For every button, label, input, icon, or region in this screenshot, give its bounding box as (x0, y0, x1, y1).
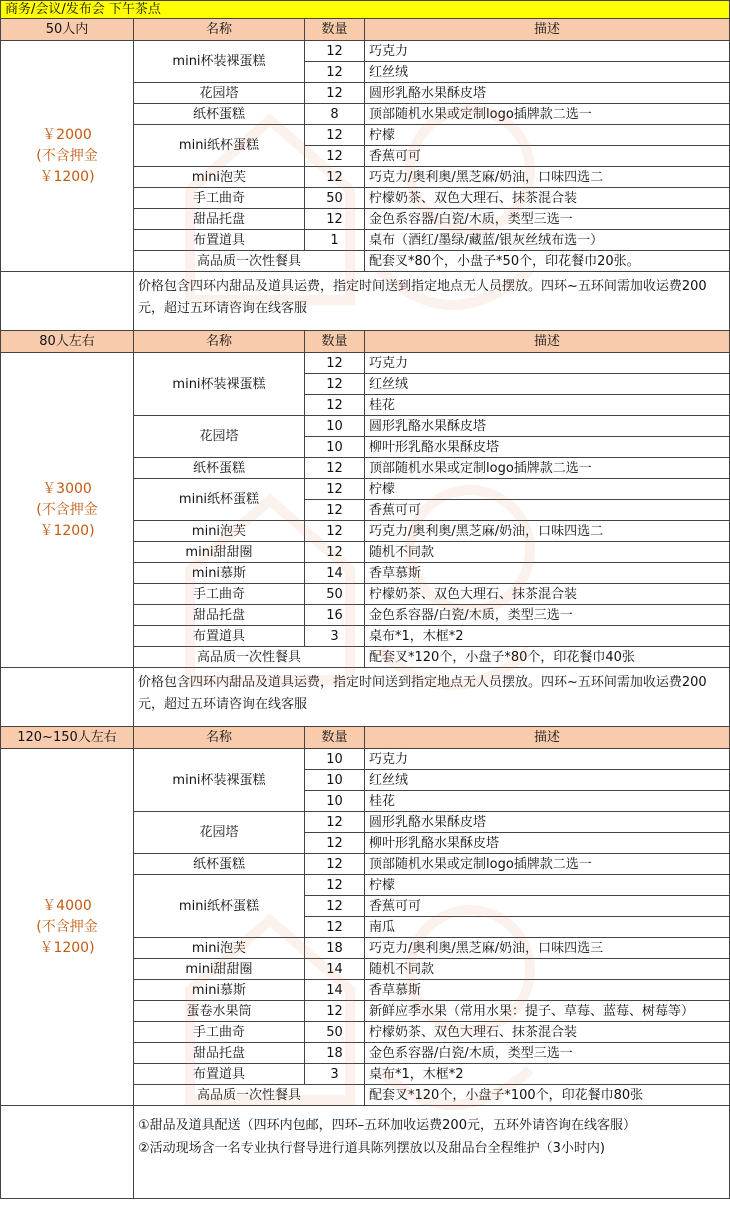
item-name: mini泡芙 (134, 938, 305, 959)
deposit-note: ￥1200) (39, 522, 95, 539)
item-name: mini杯装裸蛋糕 (134, 353, 305, 416)
item-desc: 红丝绒 (365, 374, 730, 395)
sheet-title: 商务/会议/发布会 下午茶点 (1, 1, 730, 19)
tableware-name: 高品质一次性餐具 (134, 1085, 365, 1106)
item-row (1, 353, 730, 374)
column-header-qty: 数量 (305, 331, 365, 353)
item-desc: 柠檬奶茶、双色大理石、抹茶混合装 (365, 584, 730, 605)
item-name: 甜品托盘 (134, 209, 305, 230)
item-desc: 柠檬奶茶、双色大理石、抹茶混合装 (365, 188, 730, 209)
item-desc: 柠檬 (365, 875, 730, 896)
item-qty: 12 (305, 209, 365, 230)
item-qty: 12 (305, 458, 365, 479)
item-desc: 柳叶形乳酪水果酥皮塔 (365, 437, 730, 458)
tier-header-row (1, 19, 730, 41)
tableware-desc: 配套叉*120个，小盘子*100个，印花餐巾80张 (365, 1085, 730, 1106)
item-qty: 50 (305, 1022, 365, 1043)
tier-header-row (1, 331, 730, 353)
item-desc: 香蕉可可 (365, 896, 730, 917)
item-qty: 12 (305, 353, 365, 374)
item-desc: 巧克力 (365, 41, 730, 62)
column-header-qty: 数量 (305, 727, 365, 749)
item-name: mini杯装裸蛋糕 (134, 749, 305, 812)
item-qty: 12 (305, 896, 365, 917)
item-desc: 巧克力/奥利奥/黑芝麻/奶油，口味四选二 (365, 167, 730, 188)
item-desc: 香草慕斯 (365, 563, 730, 584)
item-name: 手工曲奇 (134, 1022, 305, 1043)
item-desc: 桌布*1，木框*2 (365, 626, 730, 647)
item-desc: 红丝绒 (365, 770, 730, 791)
item-qty: 12 (305, 854, 365, 875)
item-desc: 巧克力 (365, 749, 730, 770)
item-name: 布置道具 (134, 230, 305, 251)
tableware-name: 高品质一次性餐具 (134, 647, 365, 668)
item-desc: 随机不同款 (365, 542, 730, 563)
item-desc: 顶部随机水果或定制logo插牌款二选一 (365, 854, 730, 875)
item-name: mini纸杯蛋糕 (134, 875, 305, 938)
note-row (1, 272, 730, 331)
item-qty: 12 (305, 395, 365, 416)
item-name: 甜品托盘 (134, 1043, 305, 1064)
item-qty: 10 (305, 437, 365, 458)
item-qty: 1 (305, 230, 365, 251)
item-name: mini慕斯 (134, 563, 305, 584)
tier-header-row (1, 727, 730, 749)
item-desc: 柳叶形乳酪水果酥皮塔 (365, 833, 730, 854)
deposit-note: (不含押金 (36, 147, 98, 164)
item-qty: 12 (305, 812, 365, 833)
tableware-desc: 配套叉*120个，小盘子*80个，印花餐巾40张 (365, 647, 730, 668)
item-qty: 12 (305, 500, 365, 521)
item-qty: 16 (305, 605, 365, 626)
item-name: 纸杯蛋糕 (134, 104, 305, 125)
item-qty: 12 (305, 167, 365, 188)
item-desc: 巧克力/奥利奥/黑芝麻/奶油，口味四选三 (365, 938, 730, 959)
item-qty: 12 (305, 41, 365, 62)
item-name: mini慕斯 (134, 980, 305, 1001)
tier-note (134, 1106, 730, 1199)
column-header-desc: 描述 (365, 331, 730, 353)
item-qty: 14 (305, 980, 365, 1001)
item-qty: 50 (305, 584, 365, 605)
tier-label: 80人左右 (1, 331, 134, 353)
item-name: 布置道具 (134, 626, 305, 647)
item-qty: 12 (305, 62, 365, 83)
item-qty: 12 (305, 479, 365, 500)
item-name: 手工曲奇 (134, 188, 305, 209)
item-name: mini泡芙 (134, 167, 305, 188)
deposit-note: (不含押金 (36, 501, 98, 518)
item-desc: 桂花 (365, 395, 730, 416)
item-qty: 12 (305, 1001, 365, 1022)
item-qty: 18 (305, 938, 365, 959)
item-name: mini甜甜圈 (134, 542, 305, 563)
item-desc: 柠檬奶茶、双色大理石、抹茶混合装 (365, 1022, 730, 1043)
item-qty: 10 (305, 749, 365, 770)
item-desc: 红丝绒 (365, 62, 730, 83)
item-desc: 顶部随机水果或定制logo插牌款二选一 (365, 458, 730, 479)
item-desc: 圆形乳酪水果酥皮塔 (365, 416, 730, 437)
tier-price: ￥2000 (42, 126, 92, 143)
item-desc: 圆形乳酪水果酥皮塔 (365, 812, 730, 833)
item-desc: 随机不同款 (365, 959, 730, 980)
item-name: 纸杯蛋糕 (134, 854, 305, 875)
item-desc: 桌布（酒红/墨绿/藏蓝/银灰丝绒布选一） (365, 230, 730, 251)
item-desc: 香草慕斯 (365, 980, 730, 1001)
item-qty: 12 (305, 374, 365, 395)
tableware-name: 高品质一次性餐具 (134, 251, 365, 272)
price-cell (1, 749, 134, 1106)
column-header-qty: 数量 (305, 19, 365, 41)
note-row (1, 668, 730, 727)
item-qty: 3 (305, 1064, 365, 1085)
item-desc: 圆形乳酪水果酥皮塔 (365, 83, 730, 104)
column-header-desc: 描述 (365, 727, 730, 749)
tableware-desc: 配套叉*80个，小盘子*50个，印花餐巾20张。 (365, 251, 730, 272)
item-qty: 12 (305, 521, 365, 542)
deposit-note: ￥1200) (39, 939, 95, 956)
item-qty: 18 (305, 1043, 365, 1064)
tier-label: 120~150人左右 (1, 727, 134, 749)
tier-note: 价格包含四环内甜品及道具运费，指定时间送到指定地点无人员摆放。四环~五环间需加收运费200元，超过五环请咨询在线客服 (134, 668, 730, 727)
item-name: 手工曲奇 (134, 584, 305, 605)
item-qty: 12 (305, 146, 365, 167)
column-header-desc: 描述 (365, 19, 730, 41)
item-desc: 南瓜 (365, 917, 730, 938)
item-desc: 巧克力/奥利奥/黑芝麻/奶油，口味四选二 (365, 521, 730, 542)
item-qty: 12 (305, 875, 365, 896)
item-desc: 桌布*1，木框*2 (365, 1064, 730, 1085)
price-cell (1, 41, 134, 272)
item-name: 花园塔 (134, 416, 305, 458)
item-desc: 桂花 (365, 791, 730, 812)
tier-price: ￥3000 (42, 480, 92, 497)
item-desc: 柠檬 (365, 125, 730, 146)
item-name: 蛋卷水果筒 (134, 1001, 305, 1022)
item-row (1, 41, 730, 62)
item-name: 纸杯蛋糕 (134, 458, 305, 479)
item-desc: 香蕉可可 (365, 500, 730, 521)
item-qty: 12 (305, 125, 365, 146)
item-qty: 12 (305, 542, 365, 563)
price-cell (1, 353, 134, 668)
item-desc: 顶部随机水果或定制logo插牌款二选一 (365, 104, 730, 125)
note-line: ②活动现场含一名专业执行督导进行道具陈列摆放以及甜品台全程维护（3小时内) (138, 1141, 605, 1156)
item-qty: 12 (305, 83, 365, 104)
note-spacer (1, 1106, 134, 1199)
deposit-note: ￥1200) (39, 168, 95, 185)
tier-label: 50人内 (1, 19, 134, 41)
tier-price: ￥4000 (42, 897, 92, 914)
item-row (1, 749, 730, 770)
note-line: ①甜品及道具配送（四环内包邮，四环–五环加收运费200元，五环外请咨询在线客服） (138, 1118, 636, 1133)
item-qty: 12 (305, 917, 365, 938)
item-desc: 柠檬 (365, 479, 730, 500)
item-qty: 10 (305, 770, 365, 791)
column-header-name: 名称 (134, 331, 305, 353)
column-header-name: 名称 (134, 19, 305, 41)
note-row (1, 1106, 730, 1199)
item-name: mini纸杯蛋糕 (134, 479, 305, 521)
tier-note: 价格包含四环内甜品及道具运费，指定时间送到指定地点无人员摆放。四环~五环间需加收运费200元，超过五环请咨询在线客服 (134, 272, 730, 331)
item-desc: 新鲜应季水果（常用水果：提子、草莓、蓝莓、树莓等） (365, 1001, 730, 1022)
item-name: 花园塔 (134, 83, 305, 104)
item-qty: 50 (305, 188, 365, 209)
item-desc: 金色系容器/白瓷/木质，类型三选一 (365, 1043, 730, 1064)
item-name: mini纸杯蛋糕 (134, 125, 305, 167)
item-qty: 14 (305, 563, 365, 584)
item-name: mini泡芙 (134, 521, 305, 542)
deposit-note: (不含押金 (36, 918, 98, 935)
item-desc: 巧克力 (365, 353, 730, 374)
item-name: mini杯装裸蛋糕 (134, 41, 305, 83)
item-name: 花园塔 (134, 812, 305, 854)
item-qty: 8 (305, 104, 365, 125)
item-name: mini甜甜圈 (134, 959, 305, 980)
item-desc: 金色系容器/白瓷/木质，类型三选一 (365, 209, 730, 230)
item-name: 布置道具 (134, 1064, 305, 1085)
note-spacer (1, 668, 134, 727)
item-qty: 10 (305, 791, 365, 812)
item-qty: 10 (305, 416, 365, 437)
column-header-name: 名称 (134, 727, 305, 749)
note-spacer (1, 272, 134, 331)
item-qty: 12 (305, 833, 365, 854)
item-name: 甜品托盘 (134, 605, 305, 626)
title-row (1, 1, 730, 19)
item-desc: 金色系容器/白瓷/木质，类型三选一 (365, 605, 730, 626)
item-desc: 香蕉可可 (365, 146, 730, 167)
item-qty: 3 (305, 626, 365, 647)
item-qty: 14 (305, 959, 365, 980)
